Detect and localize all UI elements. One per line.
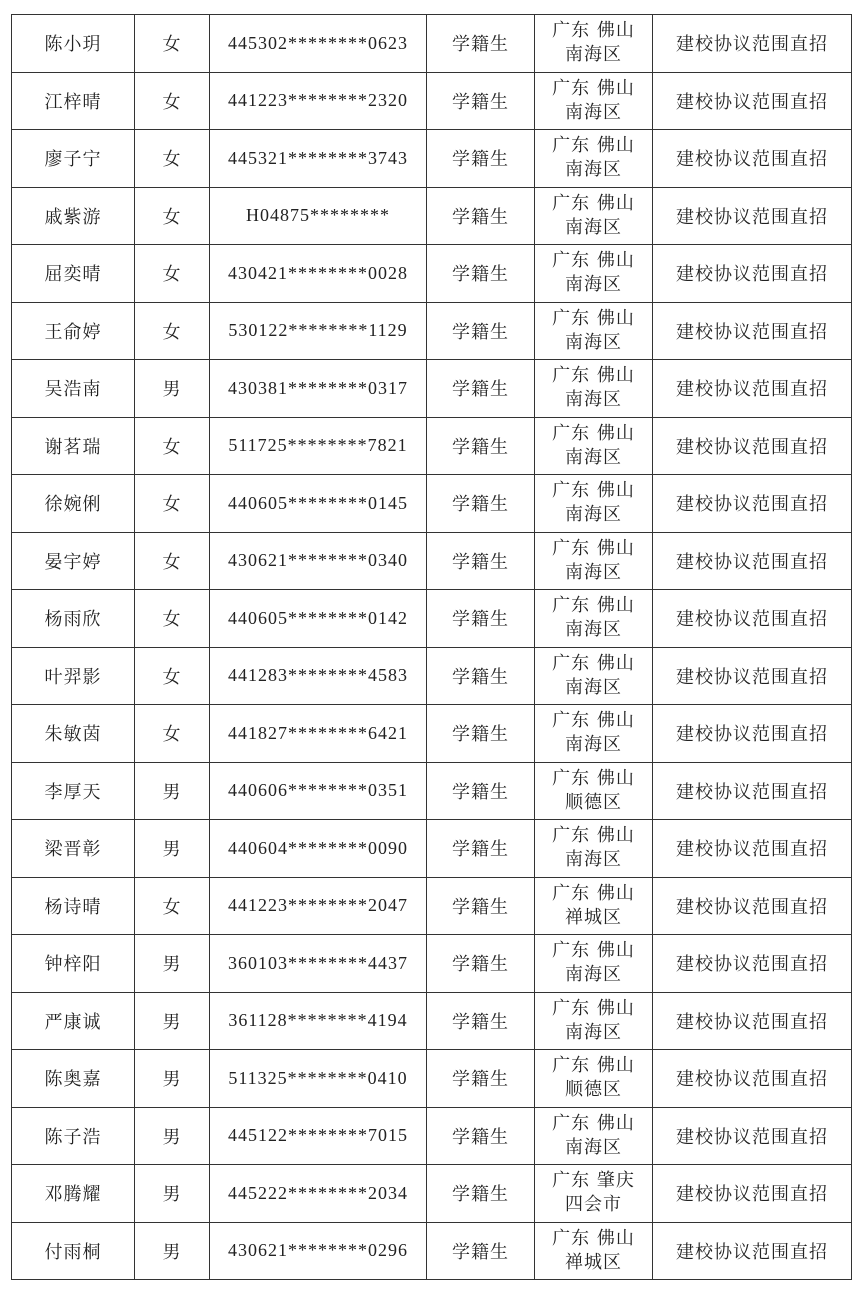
enrollment-status-cell: 学籍生 (427, 417, 535, 475)
id-number-cell: 361128********4194 (210, 992, 427, 1050)
origin-district: 四会市 (565, 1194, 622, 1216)
admission-method-cell: 建校协议范围直招 (653, 1107, 852, 1165)
enrollment-status-cell: 学籍生 (427, 360, 535, 418)
origin-district: 南海区 (565, 331, 622, 353)
enrollment-status-cell: 学籍生 (427, 705, 535, 763)
enrollment-status-cell: 学籍生 (427, 877, 535, 935)
admission-method-cell: 建校协议范围直招 (653, 532, 852, 590)
student-name-cell: 邓腾耀 (12, 1165, 135, 1223)
admission-method-cell: 建校协议范围直招 (653, 15, 852, 73)
gender-cell: 男 (135, 762, 210, 820)
origin-district: 南海区 (565, 619, 622, 641)
origin-province-city: 广东 佛山 (552, 480, 635, 502)
table-row (12, 187, 852, 245)
table-row (12, 992, 852, 1050)
admission-method-cell: 建校协议范围直招 (653, 762, 852, 820)
origin-district: 南海区 (565, 561, 622, 583)
id-number-cell: 440605********0142 (210, 590, 427, 648)
admission-method-cell: 建校协议范围直招 (653, 72, 852, 130)
origin-province-city: 广东 佛山 (552, 365, 635, 387)
id-number-cell: 360103********4437 (210, 935, 427, 993)
student-name-cell: 晏宇婷 (12, 532, 135, 590)
enrollment-status-cell: 学籍生 (427, 302, 535, 360)
origin-cell (535, 1222, 653, 1280)
student-name-cell: 王俞婷 (12, 302, 135, 360)
origin-district: 南海区 (565, 1021, 622, 1043)
origin-cell (535, 935, 653, 993)
enrollment-status-cell: 学籍生 (427, 130, 535, 188)
id-number-cell: 445321********3743 (210, 130, 427, 188)
admission-method-cell: 建校协议范围直招 (653, 647, 852, 705)
admission-method-cell: 建校协议范围直招 (653, 302, 852, 360)
admission-method-cell: 建校协议范围直招 (653, 992, 852, 1050)
student-name-cell: 陈奥嘉 (12, 1050, 135, 1108)
student-name-cell: 屈奕晴 (12, 245, 135, 303)
table-row (12, 302, 852, 360)
origin-cell (535, 130, 653, 188)
admission-method-cell: 建校协议范围直招 (653, 187, 852, 245)
table-row (12, 15, 852, 73)
id-number-cell: 511325********0410 (210, 1050, 427, 1108)
id-number-cell: 441827********6421 (210, 705, 427, 763)
id-number-cell: 430621********0296 (210, 1222, 427, 1280)
gender-cell: 女 (135, 302, 210, 360)
origin-province-city: 广东 佛山 (552, 940, 635, 962)
origin-province-city: 广东 佛山 (552, 997, 635, 1019)
origin-province-city: 广东 佛山 (552, 1112, 635, 1134)
admission-method-cell: 建校协议范围直招 (653, 475, 852, 533)
gender-cell: 女 (135, 72, 210, 130)
origin-province-city: 广东 佛山 (552, 192, 635, 214)
student-name-cell: 戚紫游 (12, 187, 135, 245)
admission-method-cell: 建校协议范围直招 (653, 705, 852, 763)
origin-cell (535, 647, 653, 705)
roster-body (12, 15, 852, 1280)
origin-province-city: 广东 佛山 (552, 767, 635, 789)
enrollment-status-cell: 学籍生 (427, 15, 535, 73)
table-row (12, 532, 852, 590)
gender-cell: 女 (135, 245, 210, 303)
admission-method-cell: 建校协议范围直招 (653, 1222, 852, 1280)
id-number-cell: 445302********0623 (210, 15, 427, 73)
student-name-cell: 吴浩南 (12, 360, 135, 418)
gender-cell: 女 (135, 15, 210, 73)
gender-cell: 女 (135, 590, 210, 648)
origin-cell (535, 705, 653, 763)
id-number-cell: 430381********0317 (210, 360, 427, 418)
student-name-cell: 梁晋彰 (12, 820, 135, 878)
enrollment-status-cell: 学籍生 (427, 187, 535, 245)
origin-province-city: 广东 佛山 (552, 135, 635, 157)
origin-cell (535, 417, 653, 475)
gender-cell: 男 (135, 820, 210, 878)
admission-method-cell: 建校协议范围直招 (653, 130, 852, 188)
enrollment-status-cell: 学籍生 (427, 992, 535, 1050)
gender-cell: 女 (135, 647, 210, 705)
id-number-cell: 430621********0340 (210, 532, 427, 590)
admission-method-cell: 建校协议范围直招 (653, 417, 852, 475)
origin-province-city: 广东 佛山 (552, 1227, 635, 1249)
student-name-cell: 陈子浩 (12, 1107, 135, 1165)
admission-method-cell: 建校协议范围直招 (653, 1050, 852, 1108)
origin-cell (535, 302, 653, 360)
origin-district: 南海区 (565, 1136, 622, 1158)
origin-district: 南海区 (565, 504, 622, 526)
origin-cell (535, 877, 653, 935)
origin-cell (535, 187, 653, 245)
origin-district: 南海区 (565, 274, 622, 296)
origin-district: 南海区 (565, 216, 622, 238)
table-row (12, 475, 852, 533)
table-row (12, 935, 852, 993)
table-row (12, 1165, 852, 1223)
table-row (12, 245, 852, 303)
origin-district: 顺德区 (565, 791, 622, 813)
origin-province-city: 广东 佛山 (552, 652, 635, 674)
id-number-cell: 445222********2034 (210, 1165, 427, 1223)
gender-cell: 男 (135, 360, 210, 418)
student-name-cell: 严康诚 (12, 992, 135, 1050)
table-row (12, 705, 852, 763)
student-name-cell: 杨雨欣 (12, 590, 135, 648)
gender-cell: 男 (135, 992, 210, 1050)
gender-cell: 男 (135, 1165, 210, 1223)
enrollment-status-cell: 学籍生 (427, 1222, 535, 1280)
student-name-cell: 李厚天 (12, 762, 135, 820)
origin-province-city: 广东 佛山 (552, 77, 635, 99)
origin-province-city: 广东 佛山 (552, 1055, 635, 1077)
student-name-cell: 钟梓阳 (12, 935, 135, 993)
student-name-cell: 叶羿影 (12, 647, 135, 705)
origin-cell (535, 245, 653, 303)
student-name-cell: 陈小玥 (12, 15, 135, 73)
enrollment-status-cell: 学籍生 (427, 532, 535, 590)
origin-district: 南海区 (565, 446, 622, 468)
table-row (12, 417, 852, 475)
enrollment-status-cell: 学籍生 (427, 590, 535, 648)
enrollment-status-cell: 学籍生 (427, 475, 535, 533)
origin-province-city: 广东 佛山 (552, 825, 635, 847)
student-name-cell: 杨诗晴 (12, 877, 135, 935)
origin-district: 禅城区 (565, 1251, 622, 1273)
origin-cell (535, 1050, 653, 1108)
origin-province-city: 广东 佛山 (552, 20, 635, 42)
enrollment-status-cell: 学籍生 (427, 245, 535, 303)
student-name-cell: 谢茗瑞 (12, 417, 135, 475)
admission-method-cell: 建校协议范围直招 (653, 590, 852, 648)
gender-cell: 男 (135, 1222, 210, 1280)
student-name-cell: 朱敏茵 (12, 705, 135, 763)
origin-district: 南海区 (565, 676, 622, 698)
gender-cell: 女 (135, 130, 210, 188)
gender-cell: 男 (135, 935, 210, 993)
origin-province-city: 广东 佛山 (552, 422, 635, 444)
origin-province-city: 广东 佛山 (552, 307, 635, 329)
origin-province-city: 广东 佛山 (552, 250, 635, 272)
origin-province-city: 广东 佛山 (552, 710, 635, 732)
table-row (12, 820, 852, 878)
origin-cell (535, 1165, 653, 1223)
origin-province-city: 广东 佛山 (552, 595, 635, 617)
student-name-cell: 徐婉俐 (12, 475, 135, 533)
table-row (12, 130, 852, 188)
origin-province-city: 广东 佛山 (552, 882, 635, 904)
gender-cell: 女 (135, 417, 210, 475)
origin-cell (535, 992, 653, 1050)
gender-cell: 男 (135, 1107, 210, 1165)
enrollment-status-cell: 学籍生 (427, 935, 535, 993)
table-row (12, 72, 852, 130)
origin-cell (535, 762, 653, 820)
origin-province-city: 广东 肇庆 (552, 1170, 635, 1192)
table-row (12, 590, 852, 648)
id-number-cell: 530122********1129 (210, 302, 427, 360)
id-number-cell: 440606********0351 (210, 762, 427, 820)
origin-district: 南海区 (565, 159, 622, 181)
id-number-cell: 445122********7015 (210, 1107, 427, 1165)
table-row (12, 877, 852, 935)
origin-cell (535, 1107, 653, 1165)
origin-cell (535, 360, 653, 418)
id-number-cell: 430421********0028 (210, 245, 427, 303)
origin-district: 南海区 (565, 44, 622, 66)
origin-cell (535, 590, 653, 648)
admission-method-cell: 建校协议范围直招 (653, 1165, 852, 1223)
student-name-cell: 江梓晴 (12, 72, 135, 130)
origin-district: 南海区 (565, 389, 622, 411)
table-row (12, 762, 852, 820)
enrollment-status-cell: 学籍生 (427, 762, 535, 820)
admission-method-cell: 建校协议范围直招 (653, 360, 852, 418)
id-number-cell: 511725********7821 (210, 417, 427, 475)
enrollment-status-cell: 学籍生 (427, 1165, 535, 1223)
origin-cell (535, 532, 653, 590)
id-number-cell: 440604********0090 (210, 820, 427, 878)
admission-method-cell: 建校协议范围直招 (653, 820, 852, 878)
gender-cell: 女 (135, 475, 210, 533)
id-number-cell: 441283********4583 (210, 647, 427, 705)
table-row (12, 1050, 852, 1108)
enrollment-status-cell: 学籍生 (427, 1050, 535, 1108)
origin-district: 南海区 (565, 849, 622, 871)
origin-cell (535, 475, 653, 533)
origin-district: 顺德区 (565, 1079, 622, 1101)
enrollment-status-cell: 学籍生 (427, 72, 535, 130)
origin-province-city: 广东 佛山 (552, 537, 635, 559)
gender-cell: 女 (135, 532, 210, 590)
enrollment-status-cell: 学籍生 (427, 647, 535, 705)
origin-district: 南海区 (565, 734, 622, 756)
enrollment-status-cell: 学籍生 (427, 1107, 535, 1165)
table-row (12, 647, 852, 705)
origin-cell (535, 15, 653, 73)
origin-district: 南海区 (565, 964, 622, 986)
gender-cell: 女 (135, 877, 210, 935)
student-roster-table (11, 14, 852, 1280)
admission-method-cell: 建校协议范围直招 (653, 245, 852, 303)
table-row (12, 1222, 852, 1280)
id-number-cell: 441223********2320 (210, 72, 427, 130)
id-number-cell: H04875******** (210, 187, 427, 245)
origin-cell (535, 72, 653, 130)
table-row (12, 360, 852, 418)
id-number-cell: 441223********2047 (210, 877, 427, 935)
admission-method-cell: 建校协议范围直招 (653, 935, 852, 993)
gender-cell: 女 (135, 705, 210, 763)
origin-cell (535, 820, 653, 878)
table-row (12, 1107, 852, 1165)
student-name-cell: 付雨桐 (12, 1222, 135, 1280)
origin-district: 南海区 (565, 101, 622, 123)
admission-method-cell: 建校协议范围直招 (653, 877, 852, 935)
gender-cell: 女 (135, 187, 210, 245)
enrollment-status-cell: 学籍生 (427, 820, 535, 878)
student-name-cell: 廖子宁 (12, 130, 135, 188)
gender-cell: 男 (135, 1050, 210, 1108)
id-number-cell: 440605********0145 (210, 475, 427, 533)
origin-district: 禅城区 (565, 906, 622, 928)
